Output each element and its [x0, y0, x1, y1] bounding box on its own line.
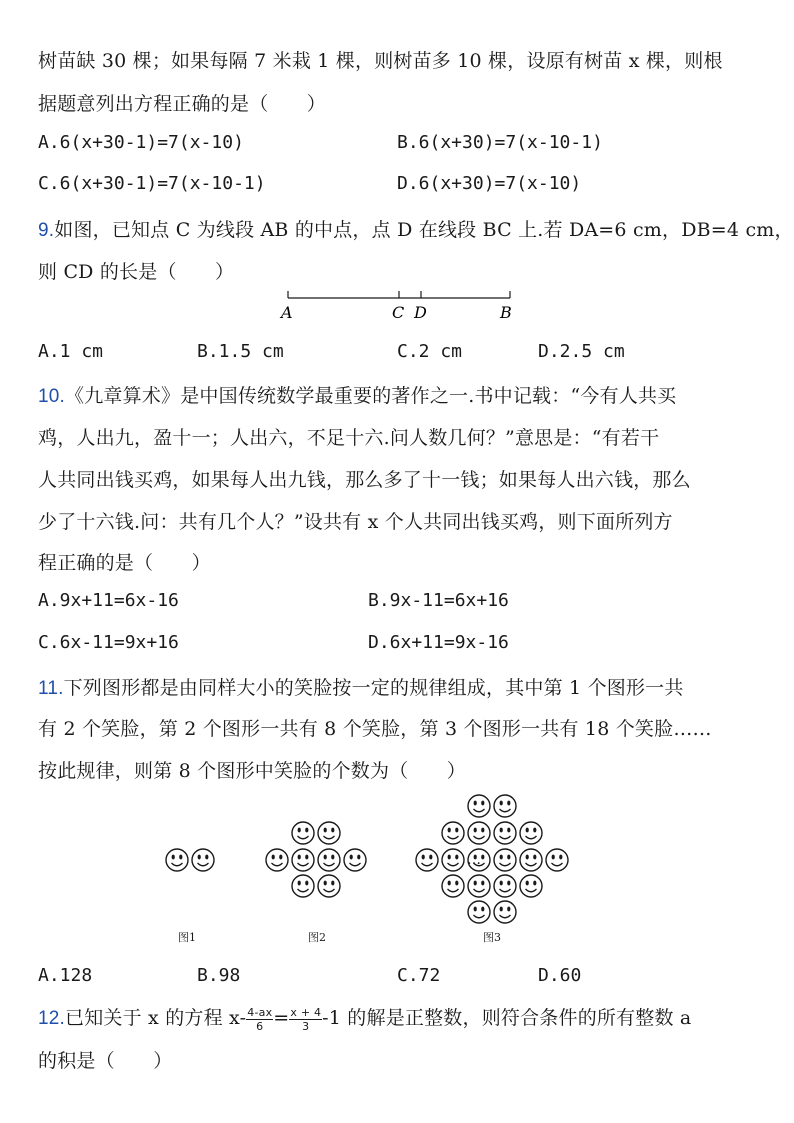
smiley-figures	[150, 788, 650, 948]
label-c: C	[392, 303, 405, 322]
fraction-1	[246, 1006, 273, 1033]
q9-stem: 如图，已知点 C 为线段 AB 的中点，点 D 在线段 BC 上.若 DA=6 cm，DB=4 cm，	[54, 219, 794, 241]
figure-2	[266, 822, 366, 897]
figure-1	[166, 849, 214, 871]
smiley-icon	[292, 849, 314, 871]
fraction-2	[289, 1006, 322, 1033]
smiley-icon	[494, 795, 516, 817]
smiley-icon	[266, 849, 288, 871]
q11-number: 11.	[38, 678, 64, 699]
q8-option-c[interactable]: C.6(x+30-1)=7(x-10-1)	[38, 173, 266, 194]
q9-option-c[interactable]: C.2 cm	[397, 341, 463, 362]
q8-option-d[interactable]: D.6(x+30)=7(x-10)	[397, 173, 582, 194]
smiley-icon	[468, 875, 490, 897]
q12-equals: =	[273, 1007, 290, 1029]
q11-option-d[interactable]: D.60	[538, 965, 582, 986]
q10-stem: 《九章算术》是中国传统数学最重要的著作之一.书中记载：“今有人共买	[65, 385, 677, 407]
q12-number: 12.	[38, 1008, 66, 1029]
smiley-icon	[520, 849, 542, 871]
smiley-icon	[520, 875, 542, 897]
label-b: B	[500, 303, 512, 322]
q12-stem-post: -1 的解是正整数，则符合条件的所有整数 a	[322, 1007, 692, 1029]
q10-option-c[interactable]: C.6x-11=9x+16	[38, 632, 179, 653]
q10-option-a[interactable]: A.9x+11=6x-16	[38, 590, 179, 611]
q10-text-line1	[38, 381, 676, 408]
smiley-icon	[442, 875, 464, 897]
fraction-1-denominator: 6	[256, 1019, 264, 1033]
caption-figure-3: 图3	[483, 931, 501, 944]
smiley-icon	[494, 901, 516, 923]
smiley-icon	[468, 795, 490, 817]
fraction-1-numerator: 4-ax	[247, 1005, 273, 1019]
q8-text-line1: 树苗缺 30 棵；如果每隔 7 米栽 1 棵，则树苗多 10 棵，设原有树苗 x 棵，则根	[38, 50, 723, 72]
q10-option-d[interactable]: D.6x+11=9x-16	[368, 632, 509, 653]
fraction-2-denominator: 3	[302, 1019, 310, 1033]
smiley-icon	[318, 822, 340, 844]
smiley-icon	[192, 849, 214, 871]
smiley-icon	[494, 849, 516, 871]
smiley-icon	[546, 849, 568, 871]
caption-figure-1: 图1	[178, 931, 196, 944]
smiley-icon	[442, 822, 464, 844]
q9-text-line2: 则 CD 的长是（ ）	[38, 261, 235, 283]
q9-number: 9.	[38, 220, 55, 241]
q8-option-a[interactable]: A.6(x+30-1)=7(x-10)	[38, 132, 244, 153]
smiley-icon	[468, 901, 490, 923]
figure-3	[416, 795, 568, 923]
q11-option-b[interactable]: B.98	[197, 965, 241, 986]
q10-number: 10.	[38, 386, 66, 407]
smiley-icon	[494, 875, 516, 897]
q10-text-line2: 鸡，人出九，盈十一；人出六，不足十六.问人数几何？”意思是：“有若干	[38, 427, 660, 449]
caption-figure-2: 图2	[308, 931, 326, 944]
q11-text-line3: 按此规律，则第 8 个图形中笑脸的个数为（ ）	[38, 760, 466, 782]
smiley-icon	[166, 849, 188, 871]
q12-text-line2: 的积是（ ）	[38, 1050, 173, 1072]
q9-text-line1	[38, 215, 794, 242]
q8-option-b[interactable]: B.6(x+30)=7(x-10-1)	[397, 132, 603, 153]
label-a: A	[281, 303, 293, 322]
fraction-2-numerator: x + 4	[290, 1005, 322, 1019]
q11-option-c[interactable]: C.72	[397, 965, 441, 986]
smiley-icon	[520, 822, 542, 844]
q11-text-line1	[38, 673, 684, 700]
smiley-icon	[468, 822, 490, 844]
q11-stem: 下列图形都是由同样大小的笑脸按一定的规律组成，其中第 1 个图形一共	[63, 677, 684, 699]
smiley-icon	[318, 849, 340, 871]
segment-diagram	[278, 286, 518, 326]
q10-text-line3: 人共同出钱买鸡，如果每人出九钱，那么多了十一钱；如果每人出六钱，那么	[38, 469, 691, 491]
q9-option-d[interactable]: D.2.5 cm	[538, 341, 625, 362]
q12-text-line1	[38, 1003, 691, 1033]
smiley-icon	[416, 849, 438, 871]
smiley-icon	[442, 849, 464, 871]
label-d: D	[414, 303, 427, 322]
q9-option-b[interactable]: B.1.5 cm	[197, 341, 284, 362]
q11-text-line2: 有 2 个笑脸，第 2 个图形一共有 8 个笑脸，第 3 个图形一共有 18 个笑脸……	[38, 718, 712, 740]
q10-text-line4: 少了十六钱.问：共有几个人？”设共有 x 个人共同出钱买鸡，则下面所列方	[38, 511, 673, 533]
q12-stem-pre: 已知关于 x 的方程 x-	[65, 1007, 247, 1029]
q8-text-line2: 据题意列出方程正确的是（ ）	[38, 93, 327, 115]
smiley-icon	[318, 875, 340, 897]
q11-option-a[interactable]: A.128	[38, 965, 93, 986]
smiley-icon	[292, 822, 314, 844]
smiley-icon	[494, 822, 516, 844]
smiley-icon	[344, 849, 366, 871]
q10-option-b[interactable]: B.9x-11=6x+16	[368, 590, 509, 611]
q9-option-a[interactable]: A.1 cm	[38, 341, 104, 362]
ellipsis-more: …	[467, 852, 481, 868]
q10-text-line5: 程正确的是（ ）	[38, 552, 211, 574]
smiley-icon	[292, 875, 314, 897]
